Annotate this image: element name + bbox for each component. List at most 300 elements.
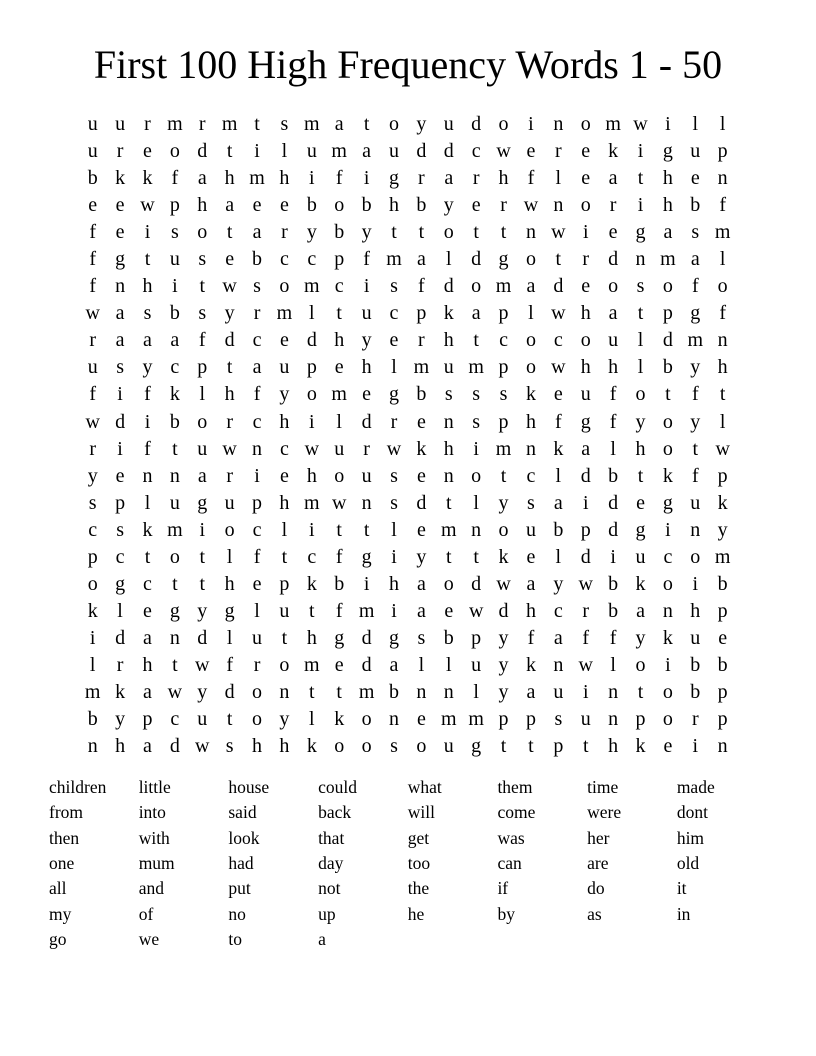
word-list-item: was bbox=[497, 827, 525, 848]
grid-letter: a bbox=[553, 491, 563, 514]
grid-letter: h bbox=[115, 735, 126, 758]
grid-letter: o bbox=[279, 275, 290, 298]
word-list-item: were bbox=[587, 802, 622, 823]
grid-letter: c bbox=[252, 518, 262, 541]
grid-letter: a bbox=[444, 167, 454, 190]
grid-letter: u bbox=[224, 491, 235, 514]
grid-letter: n bbox=[525, 221, 536, 244]
grid-letter: d bbox=[471, 113, 482, 136]
grid-letter: i bbox=[637, 194, 644, 217]
grid-letter: u bbox=[306, 140, 317, 163]
grid-letter: t bbox=[172, 437, 178, 460]
word-list-item: him bbox=[676, 827, 705, 848]
grid-letter: e bbox=[581, 275, 591, 298]
grid-letter: m bbox=[358, 681, 375, 703]
grid-letter: b bbox=[690, 653, 701, 676]
grid-letter: k bbox=[525, 653, 536, 676]
grid-letter: d bbox=[443, 275, 454, 298]
grid-letter: l bbox=[637, 356, 644, 379]
grid-letter: u bbox=[197, 708, 208, 731]
grid-letter: c bbox=[499, 329, 508, 352]
word-list-item: house bbox=[228, 777, 270, 797]
grid-letter: o bbox=[525, 329, 536, 352]
word-list-item: come bbox=[497, 802, 536, 823]
grid-letter: s bbox=[499, 383, 508, 406]
grid-letter: w bbox=[140, 194, 155, 217]
grid-letter: f bbox=[363, 248, 370, 271]
grid-letter: o bbox=[635, 653, 646, 676]
grid-letter: t bbox=[637, 302, 644, 325]
grid-letter: y bbox=[635, 626, 646, 649]
grid-letter: l bbox=[418, 653, 425, 676]
grid-letter: t bbox=[281, 545, 288, 568]
grid-letter: f bbox=[144, 383, 151, 406]
word-list-item: will bbox=[407, 802, 435, 823]
grid-letter: t bbox=[336, 302, 342, 325]
grid-letter: b bbox=[608, 572, 619, 595]
grid-letter: p bbox=[498, 356, 509, 379]
grid-letter: l bbox=[528, 302, 534, 325]
grid-letter: t bbox=[254, 113, 260, 136]
grid-letter: e bbox=[718, 626, 728, 649]
grid-letter: b bbox=[690, 681, 701, 703]
grid-letter: e bbox=[471, 194, 481, 217]
grid-letter: o bbox=[252, 681, 263, 703]
grid-letter: p bbox=[169, 194, 180, 217]
grid-letter: e bbox=[553, 383, 563, 406]
grid-letter: o bbox=[662, 708, 673, 731]
grid-letter: h bbox=[197, 194, 208, 217]
grid-letter: u bbox=[87, 356, 98, 379]
grid-letter: u bbox=[690, 626, 701, 649]
grid-letter: c bbox=[252, 410, 262, 433]
grid-letter: k bbox=[498, 545, 509, 568]
word-list-item: up bbox=[318, 903, 336, 924]
grid-letter: n bbox=[416, 681, 427, 703]
word-list-column bbox=[49, 775, 139, 952]
grid-letter: o bbox=[525, 248, 536, 271]
grid-letter: d bbox=[361, 410, 372, 433]
grid-letter: g bbox=[334, 626, 345, 649]
page-title: First 100 High Frequency Words 1 - 50 bbox=[93, 42, 723, 87]
grid-letter: e bbox=[526, 545, 536, 568]
grid-letter: o bbox=[443, 221, 454, 244]
word-list-item: of bbox=[138, 903, 154, 924]
grid-letter: f bbox=[171, 167, 179, 190]
grid-letter: i bbox=[254, 464, 260, 487]
grid-letter: t bbox=[418, 221, 425, 244]
grid-letter: e bbox=[115, 194, 125, 217]
grid-letter: a bbox=[416, 599, 426, 622]
grid-letter: n bbox=[169, 626, 180, 649]
grid-letter: s bbox=[554, 708, 563, 731]
grid-letter: m bbox=[495, 275, 512, 298]
grid-letter: s bbox=[116, 518, 124, 541]
grid-letter: t bbox=[528, 735, 534, 758]
grid-letter: l bbox=[610, 437, 616, 460]
grid-letter: h bbox=[608, 356, 619, 379]
word-list-column bbox=[318, 775, 408, 952]
grid-letter: o bbox=[471, 464, 482, 487]
word-list bbox=[49, 775, 767, 952]
word-list-item: a bbox=[318, 929, 326, 950]
grid-letter: h bbox=[608, 735, 619, 758]
grid-letter: g bbox=[169, 599, 180, 622]
grid-letter: t bbox=[336, 681, 342, 703]
grid-letter: n bbox=[169, 464, 180, 487]
grid-letter: k bbox=[334, 708, 345, 731]
grid-letter: p bbox=[717, 599, 728, 622]
grid-letter: p bbox=[717, 681, 728, 703]
grid-letter: e bbox=[279, 194, 289, 217]
grid-letter: a bbox=[115, 329, 125, 352]
grid-letter: h bbox=[717, 356, 728, 379]
grid-letter: m bbox=[495, 437, 512, 460]
grid-letter: h bbox=[252, 735, 263, 758]
word-list-item: my bbox=[49, 903, 72, 924]
grid-letter: a bbox=[170, 329, 180, 352]
grid-letter: c bbox=[553, 599, 563, 622]
word-list-item: go bbox=[49, 929, 67, 950]
grid-letter: k bbox=[416, 437, 427, 460]
grid-letter: t bbox=[665, 383, 671, 406]
grid-letter: n bbox=[717, 329, 728, 352]
grid-letter: c bbox=[553, 329, 563, 352]
grid-letter: f bbox=[719, 194, 727, 217]
grid-letter: b bbox=[416, 383, 427, 406]
grid-letter: p bbox=[498, 708, 509, 731]
grid-letter: e bbox=[88, 194, 98, 217]
grid-letter: s bbox=[225, 735, 234, 758]
grid-letter: b bbox=[388, 681, 399, 703]
grid-letter: b bbox=[306, 194, 317, 217]
grid-letter: n bbox=[635, 248, 646, 271]
word-list-item: look bbox=[228, 827, 260, 848]
grid-letter: s bbox=[170, 221, 179, 244]
grid-letter: a bbox=[334, 113, 344, 136]
grid-letter: s bbox=[390, 275, 398, 298]
word-list-column bbox=[139, 775, 229, 952]
grid-letter: a bbox=[526, 572, 536, 595]
grid-letter: d bbox=[306, 329, 317, 352]
grid-letter: i bbox=[172, 275, 178, 298]
grid-letter: w bbox=[222, 437, 237, 460]
grid-letter: o bbox=[361, 735, 372, 758]
grid-letter: t bbox=[199, 545, 206, 568]
grid-letter: s bbox=[253, 275, 261, 298]
grid-letter: l bbox=[226, 545, 233, 568]
grid-letter: o bbox=[361, 708, 372, 731]
grid-letter: b bbox=[608, 599, 619, 622]
grid-letter: k bbox=[142, 518, 153, 541]
grid-letter: p bbox=[471, 626, 482, 649]
grid-letter: g bbox=[115, 248, 126, 271]
grid-letter: u bbox=[443, 356, 454, 379]
grid-letter: w bbox=[195, 735, 210, 758]
grid-letter: l bbox=[117, 599, 123, 622]
grid-letter: g bbox=[690, 302, 701, 325]
grid-letter: f bbox=[691, 383, 699, 406]
grid-letter: e bbox=[115, 221, 125, 244]
grid-letter: a bbox=[225, 194, 235, 217]
grid-letter: c bbox=[88, 518, 98, 541]
grid-letter: d bbox=[498, 599, 509, 622]
grid-letter: l bbox=[309, 708, 315, 731]
grid-letter: i bbox=[309, 518, 315, 541]
grid-letter: c bbox=[663, 545, 673, 568]
grid-letter: a bbox=[416, 248, 426, 271]
grid-letter: t bbox=[473, 221, 479, 244]
grid-letter: p bbox=[87, 545, 98, 568]
grid-letter: o bbox=[525, 356, 536, 379]
grid-letter: n bbox=[87, 735, 98, 758]
grid-letter: e bbox=[526, 140, 536, 163]
word-list-column bbox=[497, 775, 587, 952]
grid-letter: y bbox=[690, 410, 701, 433]
grid-letter: g bbox=[580, 410, 591, 433]
grid-letter: l bbox=[144, 491, 151, 514]
grid-letter: y bbox=[197, 681, 208, 703]
grid-letter: n bbox=[525, 437, 536, 460]
grid-letter: k bbox=[115, 167, 126, 190]
grid-letter: b bbox=[608, 464, 619, 487]
grid-letter: o bbox=[662, 681, 673, 703]
grid-letter: t bbox=[226, 221, 233, 244]
grid-letter: n bbox=[553, 653, 564, 676]
grid-letter: w bbox=[222, 275, 237, 298]
grid-letter: h bbox=[690, 599, 701, 622]
grid-letter: t bbox=[226, 140, 233, 163]
grid-letter: d bbox=[361, 653, 372, 676]
grid-letter: m bbox=[304, 491, 320, 514]
grid-letter: a bbox=[143, 681, 152, 703]
grid-letter: e bbox=[225, 248, 235, 271]
word-list-item: then bbox=[49, 827, 80, 848]
grid-letter: a bbox=[608, 302, 618, 325]
grid-letter: o bbox=[224, 518, 235, 541]
grid-letter: g bbox=[635, 518, 646, 541]
grid-letter: i bbox=[199, 518, 206, 541]
grid-letter: m bbox=[331, 383, 347, 406]
grid-letter: d bbox=[416, 140, 427, 163]
grid-letter: t bbox=[391, 221, 397, 244]
grid-letter: l bbox=[555, 464, 562, 487]
grid-letter: p bbox=[142, 708, 153, 731]
grid-letter: t bbox=[144, 545, 151, 568]
grid-letter: g bbox=[388, 626, 399, 649]
grid-letter: y bbox=[279, 708, 290, 731]
grid-letter: i bbox=[144, 410, 151, 433]
grid-letter: f bbox=[609, 410, 617, 433]
grid-letter: l bbox=[226, 626, 233, 649]
grid-letter: k bbox=[662, 626, 673, 649]
grid-letter: u bbox=[361, 464, 372, 487]
grid-letter: l bbox=[281, 140, 288, 163]
grid-letter: n bbox=[443, 410, 454, 433]
grid-letter: w bbox=[578, 653, 593, 676]
grid-letter: k bbox=[608, 140, 619, 163]
grid-letter: u bbox=[553, 681, 564, 703]
grid-letter: k bbox=[142, 167, 153, 190]
grid-letter: s bbox=[390, 491, 398, 514]
grid-letter: g bbox=[388, 383, 399, 406]
grid-letter: y bbox=[553, 572, 564, 595]
grid-letter: a bbox=[416, 572, 426, 595]
grid-letter: s bbox=[198, 302, 207, 325]
grid-letter: c bbox=[307, 545, 317, 568]
grid-letter: r bbox=[253, 653, 261, 676]
grid-letter: l bbox=[473, 491, 479, 514]
grid-letter: e bbox=[143, 599, 152, 622]
grid-letter: h bbox=[525, 410, 536, 433]
grid-letter: u bbox=[635, 545, 646, 568]
grid-letter: h bbox=[580, 356, 591, 379]
grid-letter: k bbox=[662, 464, 673, 487]
word-list-column bbox=[587, 775, 677, 952]
grid-letter: t bbox=[172, 653, 178, 676]
grid-letter: e bbox=[690, 167, 700, 190]
grid-letter: n bbox=[553, 194, 564, 217]
grid-letter: m bbox=[714, 545, 731, 568]
grid-letter: e bbox=[416, 464, 426, 487]
word-list-item: what bbox=[407, 777, 442, 797]
grid-letter: e bbox=[581, 140, 591, 163]
grid-letter: o bbox=[306, 383, 317, 406]
grid-letter: l bbox=[336, 410, 342, 433]
grid-letter: f bbox=[691, 275, 699, 298]
grid-letter: l bbox=[254, 599, 260, 622]
grid-letter: a bbox=[197, 167, 207, 190]
grid-letter: u bbox=[443, 735, 454, 758]
grid-letter: o bbox=[443, 572, 454, 595]
grid-letter: w bbox=[523, 194, 539, 217]
grid-letter: u bbox=[580, 708, 591, 731]
grid-letter: e bbox=[252, 572, 262, 595]
grid-letter: y bbox=[361, 329, 372, 352]
grid-letter: y bbox=[361, 221, 372, 244]
grid-letter: t bbox=[363, 518, 370, 541]
grid-letter: e bbox=[416, 708, 426, 731]
grid-letter: p bbox=[717, 140, 728, 163]
grid-letter: t bbox=[637, 464, 644, 487]
grid-letter: o bbox=[690, 545, 701, 568]
grid-letter: h bbox=[142, 653, 153, 676]
grid-letter: t bbox=[445, 545, 452, 568]
grid-letter: o bbox=[471, 275, 482, 298]
grid-letter: p bbox=[197, 356, 208, 379]
grid-letter: f bbox=[144, 437, 151, 460]
grid-letter: m bbox=[687, 329, 704, 352]
grid-letter: w bbox=[496, 572, 511, 595]
grid-letter: l bbox=[473, 681, 479, 703]
word-list-item: the bbox=[407, 878, 430, 899]
grid-letter: i bbox=[89, 626, 96, 649]
wordsearch-letter-grid bbox=[79, 111, 736, 760]
grid-letter: n bbox=[717, 735, 728, 758]
grid-letter: o bbox=[662, 437, 673, 460]
grid-letter: o bbox=[334, 735, 345, 758]
grid-letter: r bbox=[116, 653, 124, 676]
grid-letter: y bbox=[142, 356, 153, 379]
word-list-item: could bbox=[318, 777, 357, 797]
grid-letter: d bbox=[361, 626, 372, 649]
grid-letter: h bbox=[388, 194, 399, 217]
grid-letter: d bbox=[471, 248, 482, 271]
word-list-item: we bbox=[138, 929, 160, 950]
grid-letter: a bbox=[663, 221, 673, 244]
grid-letter: m bbox=[605, 113, 621, 136]
word-list-item: time bbox=[587, 777, 619, 797]
grid-letter: t bbox=[172, 572, 178, 595]
grid-letter: i bbox=[117, 437, 123, 460]
grid-letter: r bbox=[418, 167, 425, 190]
grid-letter: u bbox=[443, 113, 454, 136]
grid-letter: i bbox=[391, 599, 397, 622]
grid-letter: l bbox=[309, 302, 315, 325]
grid-letter: p bbox=[662, 302, 673, 325]
grid-letter: y bbox=[690, 356, 701, 379]
grid-letter: m bbox=[221, 113, 238, 136]
grid-letter: s bbox=[472, 383, 481, 406]
word-list-item: can bbox=[497, 853, 522, 874]
grid-letter: b bbox=[334, 572, 345, 595]
grid-letter: n bbox=[553, 113, 564, 136]
grid-letter: c bbox=[170, 708, 180, 731]
grid-letter: u bbox=[690, 491, 701, 514]
grid-letter: w bbox=[551, 221, 566, 244]
grid-letter: a bbox=[143, 329, 152, 352]
grid-letter: o bbox=[252, 708, 263, 731]
grid-letter: t bbox=[199, 275, 206, 298]
grid-letter: o bbox=[197, 410, 208, 433]
grid-letter: s bbox=[198, 248, 207, 271]
grid-letter: f bbox=[226, 653, 233, 676]
grid-letter: k bbox=[525, 383, 536, 406]
grid-letter: p bbox=[553, 735, 564, 758]
grid-letter: f bbox=[335, 545, 343, 568]
grid-letter: u bbox=[115, 113, 126, 136]
word-list-column bbox=[677, 775, 767, 952]
grid-letter: e bbox=[252, 194, 262, 217]
grid-letter: h bbox=[635, 437, 646, 460]
grid-letter: l bbox=[89, 653, 96, 676]
grid-letter: r bbox=[582, 599, 590, 622]
grid-letter: y bbox=[443, 194, 454, 217]
grid-letter: t bbox=[473, 329, 479, 352]
grid-letter: f bbox=[253, 545, 261, 568]
grid-letter: k bbox=[306, 572, 317, 595]
grid-letter: a bbox=[362, 140, 372, 163]
grid-letter: o bbox=[334, 464, 345, 487]
word-list-item: from bbox=[49, 802, 84, 823]
grid-letter: a bbox=[636, 599, 645, 622]
grid-letter: m bbox=[276, 302, 293, 325]
grid-letter: f bbox=[89, 221, 97, 244]
grid-letter: t bbox=[719, 383, 726, 406]
grid-letter: i bbox=[363, 275, 370, 298]
grid-letter: e bbox=[416, 410, 426, 433]
grid-letter: m bbox=[304, 275, 320, 298]
grid-letter: a bbox=[197, 464, 207, 487]
grid-letter: p bbox=[717, 708, 728, 731]
grid-letter: n bbox=[279, 681, 290, 703]
grid-letter: f bbox=[89, 275, 97, 298]
grid-letter: h bbox=[279, 735, 290, 758]
word-list-item: if bbox=[497, 878, 509, 899]
grid-letter: r bbox=[226, 464, 233, 487]
grid-letter: o bbox=[662, 275, 673, 298]
grid-letter: l bbox=[445, 248, 452, 271]
